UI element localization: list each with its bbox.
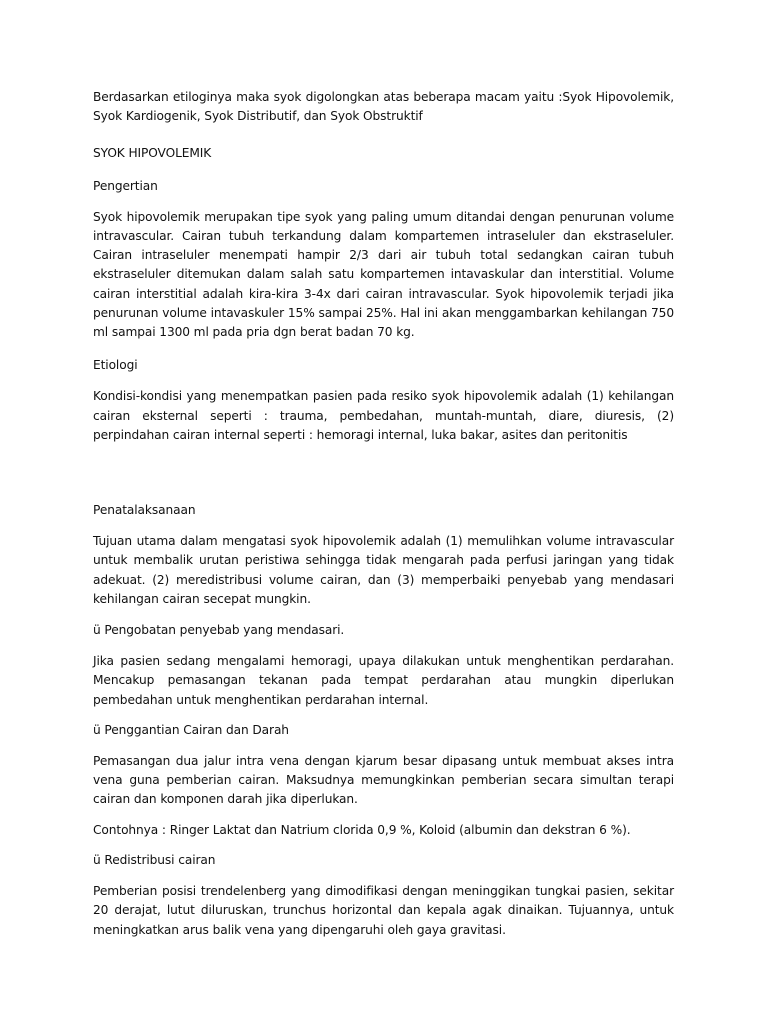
- bullet-penggantian-cairan: ü Penggantian Cairan dan Darah: [93, 722, 289, 737]
- redistribusi-paragraph: Pemberian posisi trendelenberg yang dimodifikasi dengan meninggikan tungkai pasien, sekitar 20 derajat, lutut diluruskan, trunchus horizontal dan kepala agak dinaikan. Tujuannya, untuk meningkatkan arus balik vena yang dipengaruhi oleh gaya gravitasi.: [93, 884, 674, 937]
- contoh-paragraph: Contohnya : Ringer Laktat dan Natrium clorida 0,9 %, Koloid (albumin dan dekstran 6 %).: [93, 822, 631, 837]
- etiologi-paragraph: Kondisi-kondisi yang menempatkan pasien pada resiko syok hipovolemik adalah (1) kehilangan cairan eksternal seperti : trauma, pembedahan, muntah-muntah, diare, diuresis, (2) perpindahan cairan internal seperti : hemoragi internal, luka bakar, asites dan peritonitis: [93, 389, 674, 442]
- penatalaksanaan-paragraph: Tujuan utama dalam mengatasi syok hipovolemik adalah (1) memulihkan volume intravascular untuk membalik urutan peristiwa sehingga tidak mengarah pada perfusi jaringan yang tidak adekuat. (2) meredistribusi volume cairan, dan (3) memperbaiki penyebab yang mendasari kehilangan cairan secepat mungkin.: [93, 534, 674, 606]
- intro-paragraph: Berdasarkan etiloginya maka syok digolongkan atas beberapa macam yaitu :Syok Hipovolemik, Syok Kardiogenik, Syok Distributif, dan Syok Obstruktif: [93, 90, 674, 124]
- penggantian-paragraph: Pemasangan dua jalur intra vena dengan kjarum besar dipasang untuk membuat akses intra vena guna pemberian cairan. Maksudnya memungkinkan pemberian secara simultan terapi cairan dan komponen darah jika diperlukan.: [93, 754, 674, 807]
- etiologi-heading: Etiologi: [93, 358, 138, 373]
- section-title: SYOK HIPOVOLEMIK: [93, 146, 212, 161]
- pengobatan-paragraph: Jika pasien sedang mengalami hemoragi, upaya dilakukan untuk menghentikan perdarahan. Mencakup pemasangan tekanan pada tempat perdarahan atau mungkin diperlukan pembedahan untuk menghentikan perdarahan internal.: [93, 654, 674, 707]
- pengertian-paragraph: Syok hipovolemik merupakan tipe syok yang paling umum ditandai dengan penurunan volume intravascular. Cairan tubuh terkandung dalam kompartemen intraseluler dan ekstraseluler. Cairan intraseluler menempati hampir 2/3 dari air tubuh total sedangkan cairan tubuh ekstraseluler ditemukan dalam salah satu kompartemen intavaskular dan interstitial. Volume cairan interstitial adalah kira-kira 3-4x dari cairan intravascular. Syok hipovolemik terjadi jika penurunan volume intavaskuler 15% sampai 25%. Hal ini akan menggambarkan kehilangan 750 ml sampai 1300 ml pada pria dgn berat badan 70 kg.: [93, 209, 674, 340]
- bullet-redistribusi: ü Redistribusi cairan: [93, 852, 216, 867]
- bullet-pengobatan: ü Pengobatan penyebab yang mendasari.: [93, 623, 345, 638]
- penatalaksanaan-heading: Penatalaksanaan: [93, 503, 196, 518]
- pengertian-heading: Pengertian: [93, 178, 158, 193]
